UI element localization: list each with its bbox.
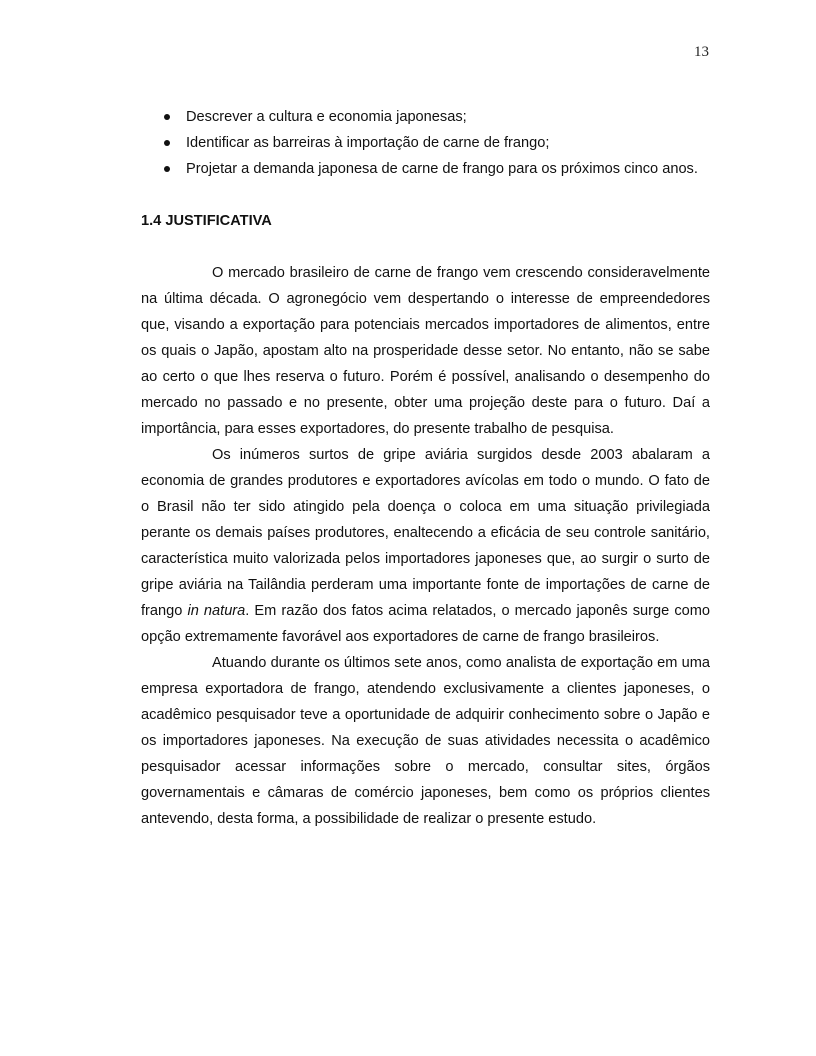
justification-paragraph-3: Atuando durante os últimos sete anos, como analista de exportação em uma empresa exportadora de frango, atendendo exclusivamente a clientes japoneses, o acadêmico pesquisador teve a oportunidade de adquirir conhecimento sobre o Japão e os importadores japoneses. Na execução de suas atividades necessita o acadêmico pesquisador acessar informações sobre o mercado, consultar sites, órgãos governamentais e câmaras de comércio japoneses, bem como os próprios clientes antevendo, desta forma, a possibilidade de realizar o presente estudo. <box>141 655 710 827</box>
page-content <box>141 104 710 832</box>
page-number: 13 <box>694 44 709 60</box>
objective-item: Identificar as barreiras à importação de carne de frango; <box>141 130 710 156</box>
section-heading: 1.4 JUSTIFICATIVA <box>141 213 272 229</box>
objective-item: Descrever a cultura e economia japonesas; <box>141 104 710 130</box>
justification-paragraph-1: O mercado brasileiro de carne de frango vem crescendo consideravelmente na última década. O agronegócio vem despertando o interesse de empreendedores que, visando a exportação para potenciais mercados importadores de alimentos, entre os quais o Japão, apostam alto na prosperidade desse setor. No entanto, não se sabe ao certo o que lhes reserva o futuro. Porém é possível, analisando o desempenho do mercado no passado e no presente, obter uma projeção deste para o futuro. Daí a importância, para esses exportadores, do presente trabalho de pesquisa. <box>141 265 710 437</box>
objectives-list <box>141 104 710 182</box>
justification-paragraph-2 <box>141 442 710 650</box>
objective-item: Projetar a demanda japonesa de carne de frango para os próximos cinco anos. <box>141 156 710 182</box>
italic-term: in natura <box>187 603 246 619</box>
paragraph-text: Os inúmeros surtos de gripe aviária surgidos desde 2003 abalaram a economia de grandes produtores e exportadores avícolas em todo o mundo. O fato de o Brasil não ter sido atingido pela doença o coloca em uma situação privilegiada perante os demais países produtores, enaltecendo a eficácia de seu controle sanitário, característica muito valorizada pelos importadores japoneses que, ao surgir o surto de gripe aviária na Tailândia perderam uma importante fonte de importações de carne de frango <box>141 447 710 619</box>
paragraph-text: . Em razão dos fatos acima relatados, o mercado japonês surge como opção extremamente favorável aos exportadores de carne de frango brasileiros. <box>141 603 711 645</box>
